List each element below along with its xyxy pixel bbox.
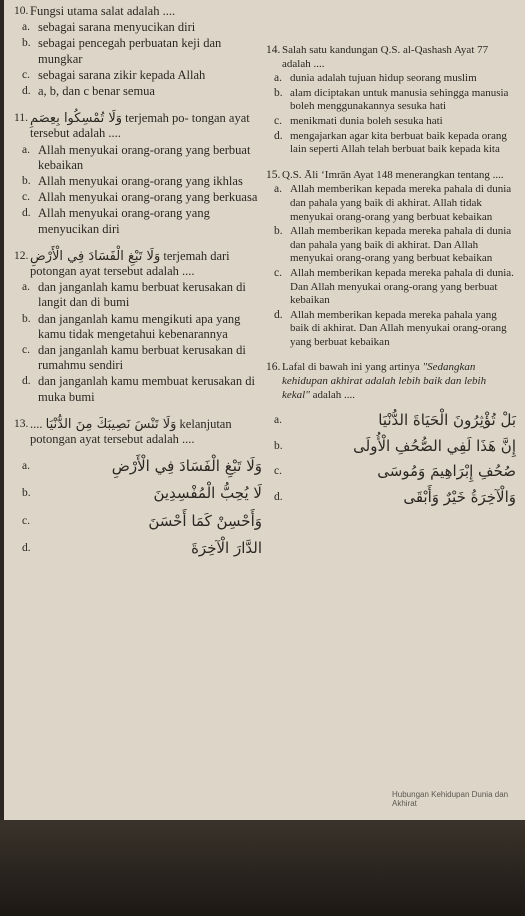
option-a: a. Allah memberikan kepada mereka pahala di dunia dan pahala yang baik di akhirat. Allah tidak menyukai orang-orang yang berbuat kebaikan — [274, 183, 512, 223]
option-c: c. menikmati dunia boleh sesuka hati — [274, 114, 443, 127]
option-c: c. sebagai sarana zikir kepada Allah — [22, 67, 206, 82]
option-c: c. Allah menyukai orang-orang yang berkuasa — [22, 190, 258, 205]
question-number: 16. — [266, 361, 281, 374]
option-c: c. dan janganlah kamu berbuat kerusakan di rumahmu sendiri — [22, 343, 246, 373]
question-12 — [14, 249, 262, 405]
question-15 — [266, 169, 516, 350]
option-d: d. dan janganlah kamu membuat kerusakan di muka bumi — [22, 374, 255, 404]
option-a: a. dan janganlah kamu berbuat kerusakan di langit dan di bumi — [22, 280, 246, 310]
question-text: Lafal di bawah ini yang artinya — [282, 361, 420, 374]
option-d: d. الدَّارَ الْآخِرَةَ — [22, 538, 262, 557]
option-b: b. إِنَّ هَذَا لَفِي الصُّحُفِ الْأُولَى — [274, 436, 516, 455]
question-quote: "Sedangkan kehidupan akhirat adalah lebih baik dan lebih kekal" — [282, 361, 487, 401]
question-13 — [14, 417, 262, 556]
option-b: b. alam diciptakan untuk manusia sehingga manusia boleh menggunakannya sesuka hati — [274, 86, 509, 113]
question-text: Fungsi utama salat adalah .... — [30, 4, 176, 18]
chapter-title: Hubungan Kehidupan Dunia dan Akhirat — [392, 790, 509, 808]
right-column — [266, 44, 516, 517]
option-b: b. dan janganlah kamu mengikuti apa yang kamu tidak mengetahui kebenarannya — [22, 311, 241, 341]
arabic-option: لَا يُحِبُّ الْمُفْسِدِينَ — [153, 484, 262, 503]
option-b: b. Allah memberikan kepada mereka pahala di dunia dan pahala yang baik di akhirat. Dan Allah menyukai orang-orang yang berbuat kebaikan — [274, 225, 512, 265]
question-number: 12. — [14, 249, 29, 262]
arabic-option: وَلَا تَبْغِ الْفَسَادَ فِي الْأَرْضِ — [111, 457, 262, 476]
option-c: c. وَأَحْسِنْ كَمَا أَحْسَنَ — [22, 511, 262, 530]
option-b: b. Allah menyukai orang-orang yang ikhlas — [22, 174, 243, 189]
option-d: d. Allah memberikan kepada mereka pahala yang baik di akhirat. Dan Allah menyukai orang-orang yang berbuat kebaikan — [274, 308, 507, 348]
question-dots: .... — [30, 416, 43, 431]
background-shadow — [0, 820, 525, 916]
arabic-option: وَالْآخِرَةُ خَيْرٌ وَأَبْقَى — [403, 488, 516, 507]
question-number: 14. — [266, 44, 281, 56]
question-number: 13. — [14, 417, 29, 430]
option-d: d. وَالْآخِرَةُ خَيْرٌ وَأَبْقَى — [274, 488, 516, 507]
question-text-part: terjemah po- — [125, 111, 189, 126]
option-d: d. a, b, dan c benar semua — [22, 84, 155, 99]
option-c: c. Allah memberikan kepada mereka pahala di dunia. Dan Allah menyukai orang-orang yang berbuat kebaikan — [274, 266, 514, 307]
question-number: 10. — [14, 5, 29, 17]
arabic-option: إِنَّ هَذَا لَفِي الصُّحُفِ الْأُولَى — [353, 436, 516, 455]
option-d: d. Allah menyukai orang-orang yang menyucikan diri — [22, 206, 210, 236]
question-text: kelanjutan potongan ayat tersebut adalah .... — [30, 416, 232, 447]
arabic-option: بَلْ تُؤْثِرُونَ الْحَيَاةَ الدُّنْيَا — [378, 411, 516, 430]
question-11 — [14, 111, 262, 237]
option-d: d. mengajarkan agar kita berbuat baik kepada orang lain seperti Allah telah berbuat baik kepada kita — [274, 129, 507, 156]
question-text-part: terjemah dari — [163, 248, 230, 263]
question-text: Salah satu kandungan Q.S. al-Qashash Ayat 77 adalah .... — [282, 44, 489, 70]
question-text: Q.S. Āli ʻImrān Ayat 148 menerangkan tentang .... — [282, 168, 504, 181]
option-a: a. بَلْ تُؤْثِرُونَ الْحَيَاةَ الدُّنْيَا — [274, 411, 516, 430]
arabic-option: وَأَحْسِنْ كَمَا أَحْسَنَ — [148, 511, 262, 530]
arabic-verse: وَلَا تَبْغِ الْفَسَادَ فِي الْأَرْضِ — [30, 248, 161, 264]
question-text: potongan ayat tersebut adalah .... — [30, 264, 195, 279]
question-16 — [266, 361, 516, 507]
question-14 — [266, 44, 516, 157]
option-a: a. sebagai sarana menyucikan diri — [22, 20, 196, 35]
question-10 — [14, 4, 262, 99]
option-b: b. sebagai pencegah perbuatan keji dan mungkar — [22, 36, 222, 66]
option-c: c. صُحُفِ إِبْرَاهِيمَ وَمُوسَى — [274, 462, 516, 481]
question-number: 11. — [14, 112, 28, 125]
left-column — [14, 4, 262, 568]
option-a: a. dunia adalah tujuan hidup seorang muslim — [274, 72, 477, 85]
option-b: b. لَا يُحِبُّ الْمُفْسِدِينَ — [22, 484, 262, 503]
question-text: tongan ayat tersebut adalah .... — [30, 111, 250, 141]
option-a: a. وَلَا تَبْغِ الْفَسَادَ فِي الْأَرْضِ — [22, 457, 262, 476]
option-a: a. Allah menyukai orang-orang yang berbuat kebaikan — [22, 142, 251, 172]
arabic-verse: وَلَا تَنْسَ نَصِيبَكَ مِنَ الدُّنْيَا — [45, 416, 177, 432]
textbook-page — [4, 0, 525, 890]
arabic-verse: وَلَا تُمْسِكُوا بِعِصَمِ — [30, 111, 123, 127]
question-number: 15. — [266, 168, 281, 181]
question-text-end: adalah .... — [312, 388, 356, 401]
arabic-option: الدَّارَ الْآخِرَةَ — [191, 538, 262, 557]
arabic-option: صُحُفِ إِبْرَاهِيمَ وَمُوسَى — [377, 462, 516, 481]
